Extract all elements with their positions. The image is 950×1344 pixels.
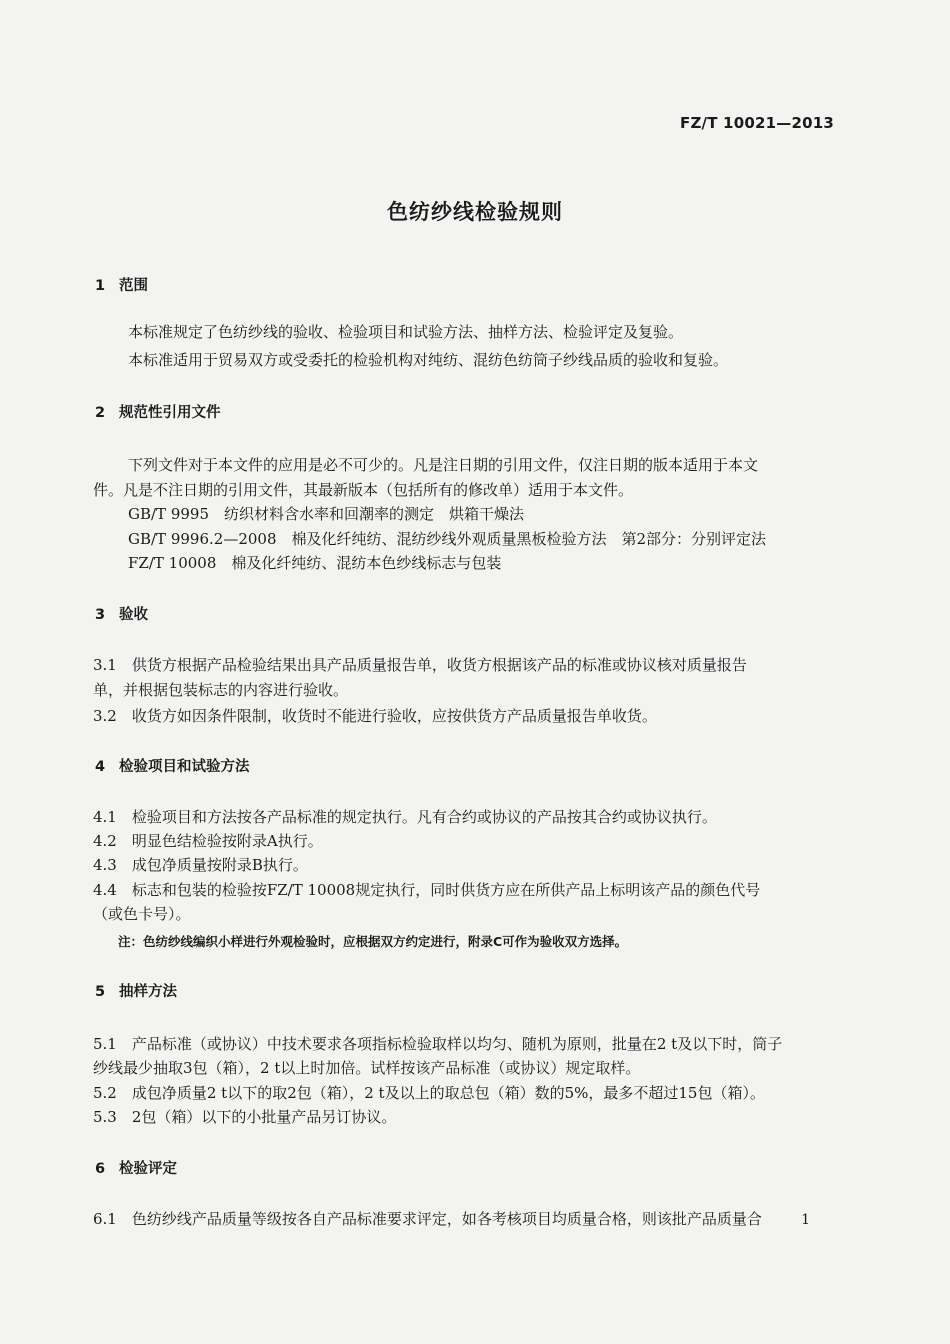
paragraph-line: 下列文件对于本文件的应用是必不可少的。凡是注日期的引用文件，仅注日期的版本适用于本文 (128, 456, 759, 474)
standard-code: FZ/T 10021—2013 (680, 114, 834, 132)
paragraph-line: 件。凡是不注日期的引用文件，其最新版本（包括所有的修改单）适用于本文件。 (93, 481, 634, 499)
document-title: 色纺纱线检验规则 (387, 200, 563, 224)
paragraph-line: 6.1 色纺纱线产品质量等级按各自产品标准要求评定，如各考核项目均质量合格，则该批产品质量合 (93, 1210, 762, 1228)
paragraph-line: 纱线最少抽取3包（箱），2 t以上时加倍。试样按该产品标准（或协议）规定取样。 (93, 1059, 641, 1077)
paragraph-line: 5.3 2包（箱）以下的小批量产品另订协议。 (93, 1108, 397, 1126)
paragraph-line: 单，并根据包装标志的内容进行验收。 (93, 681, 349, 699)
section-5-heading: 5 抽样方法 (95, 984, 177, 1000)
paragraph-line: 本标准适用于贸易双方或受委托的检验机构对纯纺、混纺色纺筒子纱线品质的验收和复验。 (128, 351, 729, 369)
paragraph-line: 3.2 收货方如因条件限制，收货时不能进行验收，应按供货方产品质量报告单收货。 (93, 707, 657, 725)
section-6-heading: 6 检验评定 (95, 1161, 177, 1177)
paragraph-line: 4.4 标志和包装的检验按FZ/T 10008规定执行，同时供货方应在所供产品上标明该产品的颜色代号 (93, 881, 761, 899)
paragraph-line: 3.1 供货方根据产品检验结果出具产品质量报告单，收货方根据该产品的标准或协议核对质量报告 (93, 656, 747, 674)
paragraph-line: 4.3 成包净质量按附录B执行。 (93, 856, 308, 874)
reference-item: GB/T 9995 纺织材料含水率和回潮率的测定 烘箱干燥法 (128, 505, 525, 523)
section-4-heading: 4 检验项目和试验方法 (95, 759, 250, 775)
paragraph-line: 4.1 检验项目和方法按各产品标准的规定执行。凡有合约或协议的产品按其合约或协议执行。 (93, 808, 717, 826)
paragraph-line: 本标准规定了色纺纱线的验收、检验项目和试验方法、抽样方法、检验评定及复验。 (128, 323, 684, 341)
paragraph-line: 4.2 明显色结检验按附录A执行。 (93, 832, 323, 850)
page-number: 1 (801, 1212, 810, 1228)
paragraph-line: 5.1 产品标准（或协议）中技术要求各项指标检验取样以均匀、随机为原则，批量在2 t及以下时，筒子 (93, 1035, 783, 1053)
section-2-heading: 2 规范性引用文件 (95, 405, 221, 421)
note: 注：色纺纱线编织小样进行外观检验时，应根据双方约定进行，附录C可作为验收双方选择。 (118, 934, 628, 949)
section-1-heading: 1 范围 (95, 278, 148, 294)
reference-item: GB/T 9996.2—2008 棉及化纤纯纺、混纺纱线外观质量黑板检验方法 第2部分：分别评定法 (128, 530, 767, 548)
section-3-heading: 3 验收 (95, 607, 148, 623)
paragraph-line: （或色卡号）。 (93, 905, 191, 923)
reference-item: FZ/T 10008 棉及化纤纯纺、混纺本色纱线标志与包装 (128, 554, 502, 572)
paragraph-line: 5.2 成包净质量2 t以下的取2包（箱），2 t及以上的取总包（箱）数的5%，最多不超过15包（箱）。 (93, 1084, 765, 1102)
